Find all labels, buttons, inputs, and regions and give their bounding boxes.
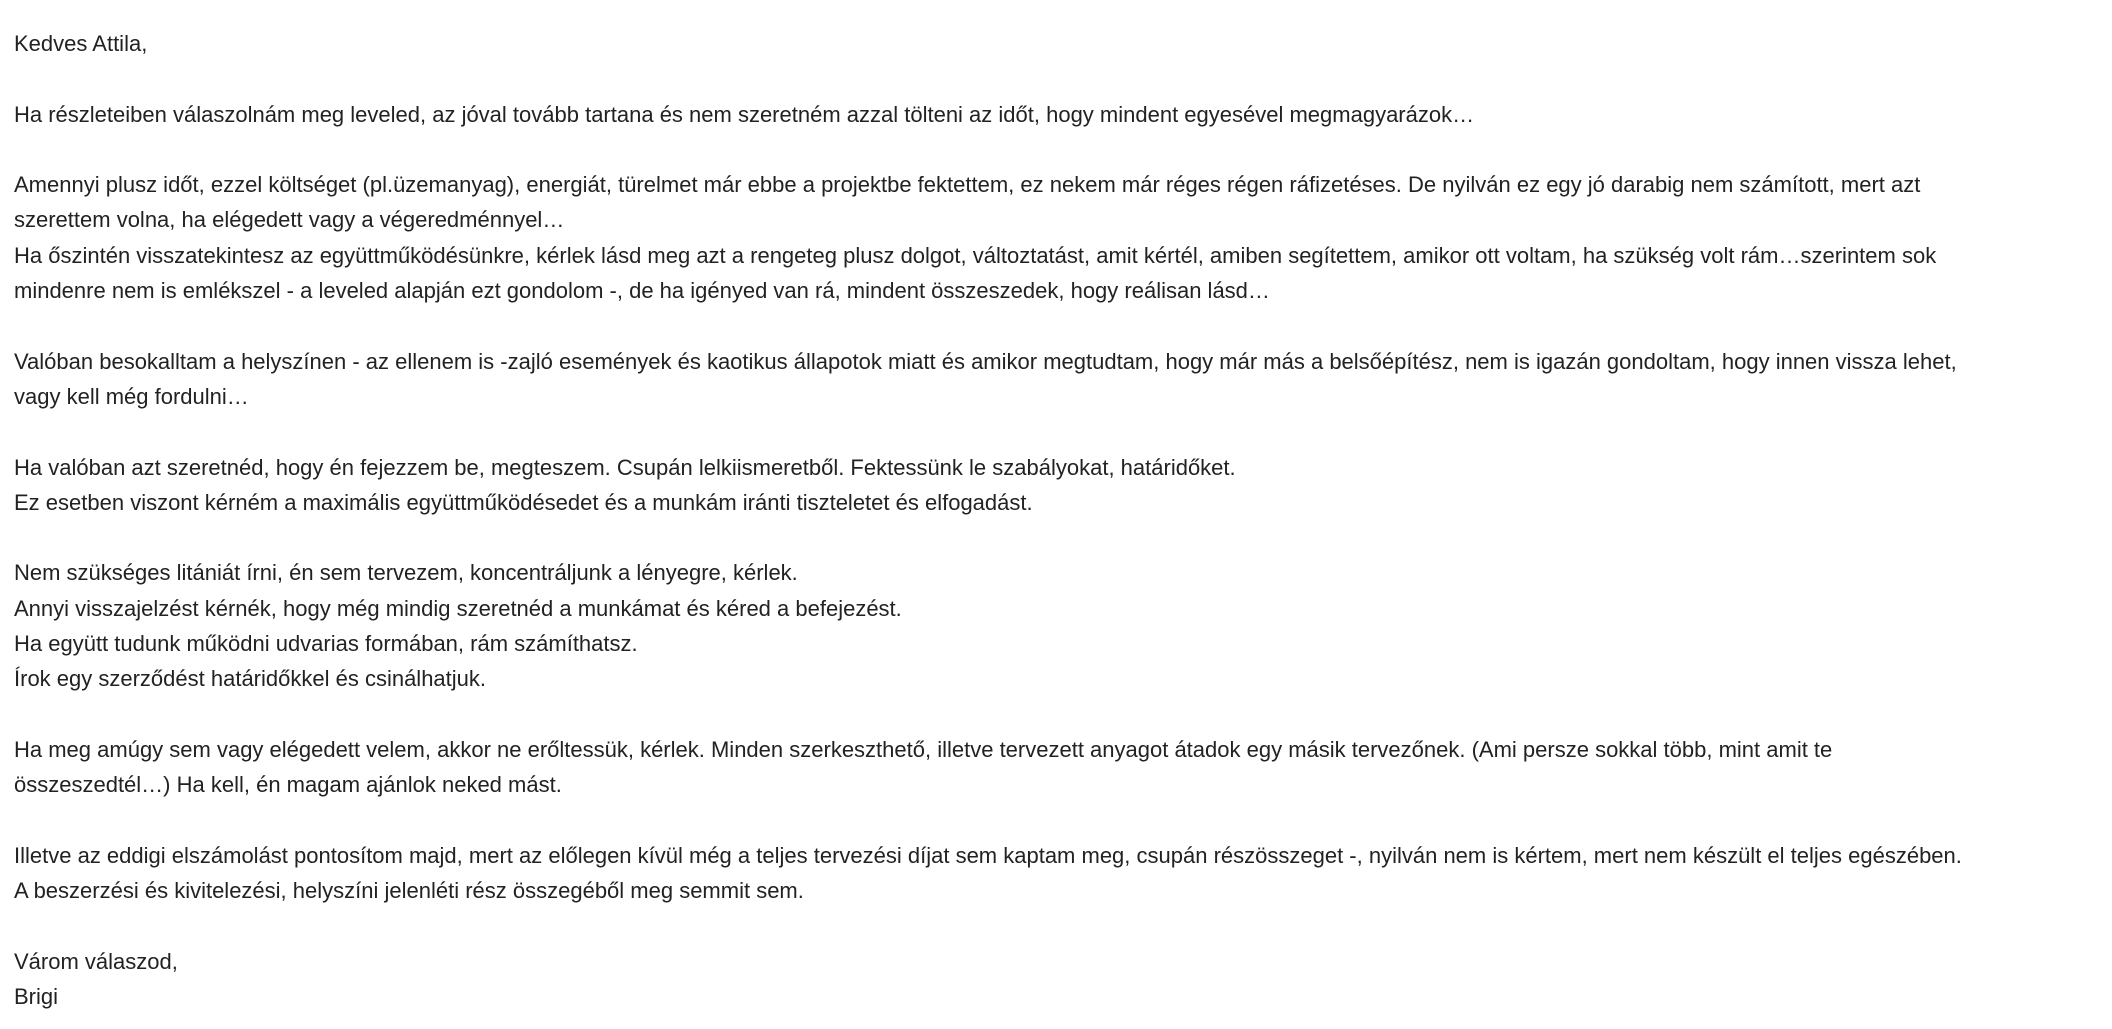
email-signature: Brigi	[14, 984, 59, 1010]
paragraph-7	[14, 838, 2112, 909]
paragraph-4	[14, 450, 2112, 521]
email-greeting: Kedves Attila,	[14, 31, 148, 56]
text-line: vagy kell még fordulni…	[14, 383, 249, 409]
paragraph-spacer	[14, 520, 2112, 555]
email-message-body	[14, 26, 2112, 1014]
paragraph-spacer	[14, 908, 2112, 943]
text-line: Ez esetben viszont kérném a maximális együttműködésedet és a munkám iránti tiszteletet és elfogadást.	[14, 489, 1033, 515]
paragraph-spacer	[14, 803, 2112, 838]
text-line: Nem szükséges litániát írni, én sem tervezem, koncentráljunk a lényegre, kérlek.	[14, 560, 798, 586]
text-line: Ha együtt tudunk működni udvarias formában, rám számíthatsz.	[14, 631, 638, 657]
text-line: Valóban besokalltam a helyszínen - az ellenem is -zajló események és kaotikus állapotok miatt és amikor megtudtam, hogy már más a belsőépítész, nem is igazán gondoltam, hogy innen vissza lehet,	[14, 348, 1957, 374]
text-line: szerettem volna, ha elégedett vagy a végeredménnyel…	[14, 207, 565, 233]
paragraph-spacer	[14, 308, 2112, 343]
paragraph-spacer	[14, 61, 2112, 96]
paragraph-6	[14, 732, 2112, 803]
text-line: Írok egy szerződést határidőkkel és csinálhatjuk.	[14, 666, 487, 692]
text-line: Ha részleteiben válaszolnám meg leveled, az jóval tovább tartana és nem szeretném azzal tölteni az időt, hogy mindent egyesével megmagyarázok…	[14, 101, 1475, 127]
paragraph-spacer	[14, 132, 2112, 167]
paragraph-1	[14, 97, 2112, 132]
text-line: Ha őszintén visszatekintesz az együttműködésünkre, kérlek lásd meg azt a rengeteg plusz dolgot, változtatást, amit kértél, amiben segítettem, amikor ott voltam, ha szükség volt rám…szerintem sok	[14, 242, 1937, 268]
text-line: Amennyi plusz időt, ezzel költséget (pl.üzemanyag), energiát, türelmet már ebbe a projektbe fektettem, ez nekem már réges régen ráfizetéses. De nyilván ez egy jó darabig nem számított, mert azt	[14, 172, 1921, 198]
text-line: A beszerzési és kivitelezési, helyszíni jelenléti rész összegéből meg semmit sem.	[14, 878, 804, 904]
paragraph-2	[14, 167, 2112, 308]
text-line: összeszedtél…) Ha kell, én magam ajánlok neked mást.	[14, 772, 562, 798]
text-line: mindenre nem is emlékszel - a leveled alapján ezt gondolom -, de ha igényed van rá, mindent összeszedek, hogy reálisan lásd…	[14, 278, 1270, 304]
paragraph-5	[14, 555, 2112, 696]
paragraph-spacer	[14, 697, 2112, 732]
text-line: Ha valóban azt szeretnéd, hogy én fejezzem be, megteszem. Csupán lelkiismeretből. Fektessünk le szabályokat, határidőket.	[14, 454, 1236, 480]
text-line: Illetve az eddigi elszámolást pontosítom majd, mert az előlegen kívül még a teljes tervezési díjat sem kaptam meg, csupán részösszeget -, nyilván nem is kértem, mert nem készült el teljes egészében.	[14, 842, 1962, 868]
text-line: Annyi visszajelzést kérnék, hogy még mindig szeretnéd a munkámat és kéred a befejezést.	[14, 595, 902, 621]
paragraph-spacer	[14, 414, 2112, 449]
email-closing: Várom válaszod,	[14, 948, 178, 974]
paragraph-3	[14, 344, 2112, 415]
text-line: Ha meg amúgy sem vagy elégedett velem, akkor ne erőltessük, kérlek. Minden szerkeszthető, illetve tervezett anyagot átadok egy másik tervezőnek. (Ami persze sokkal több, mint amit te	[14, 736, 1833, 762]
